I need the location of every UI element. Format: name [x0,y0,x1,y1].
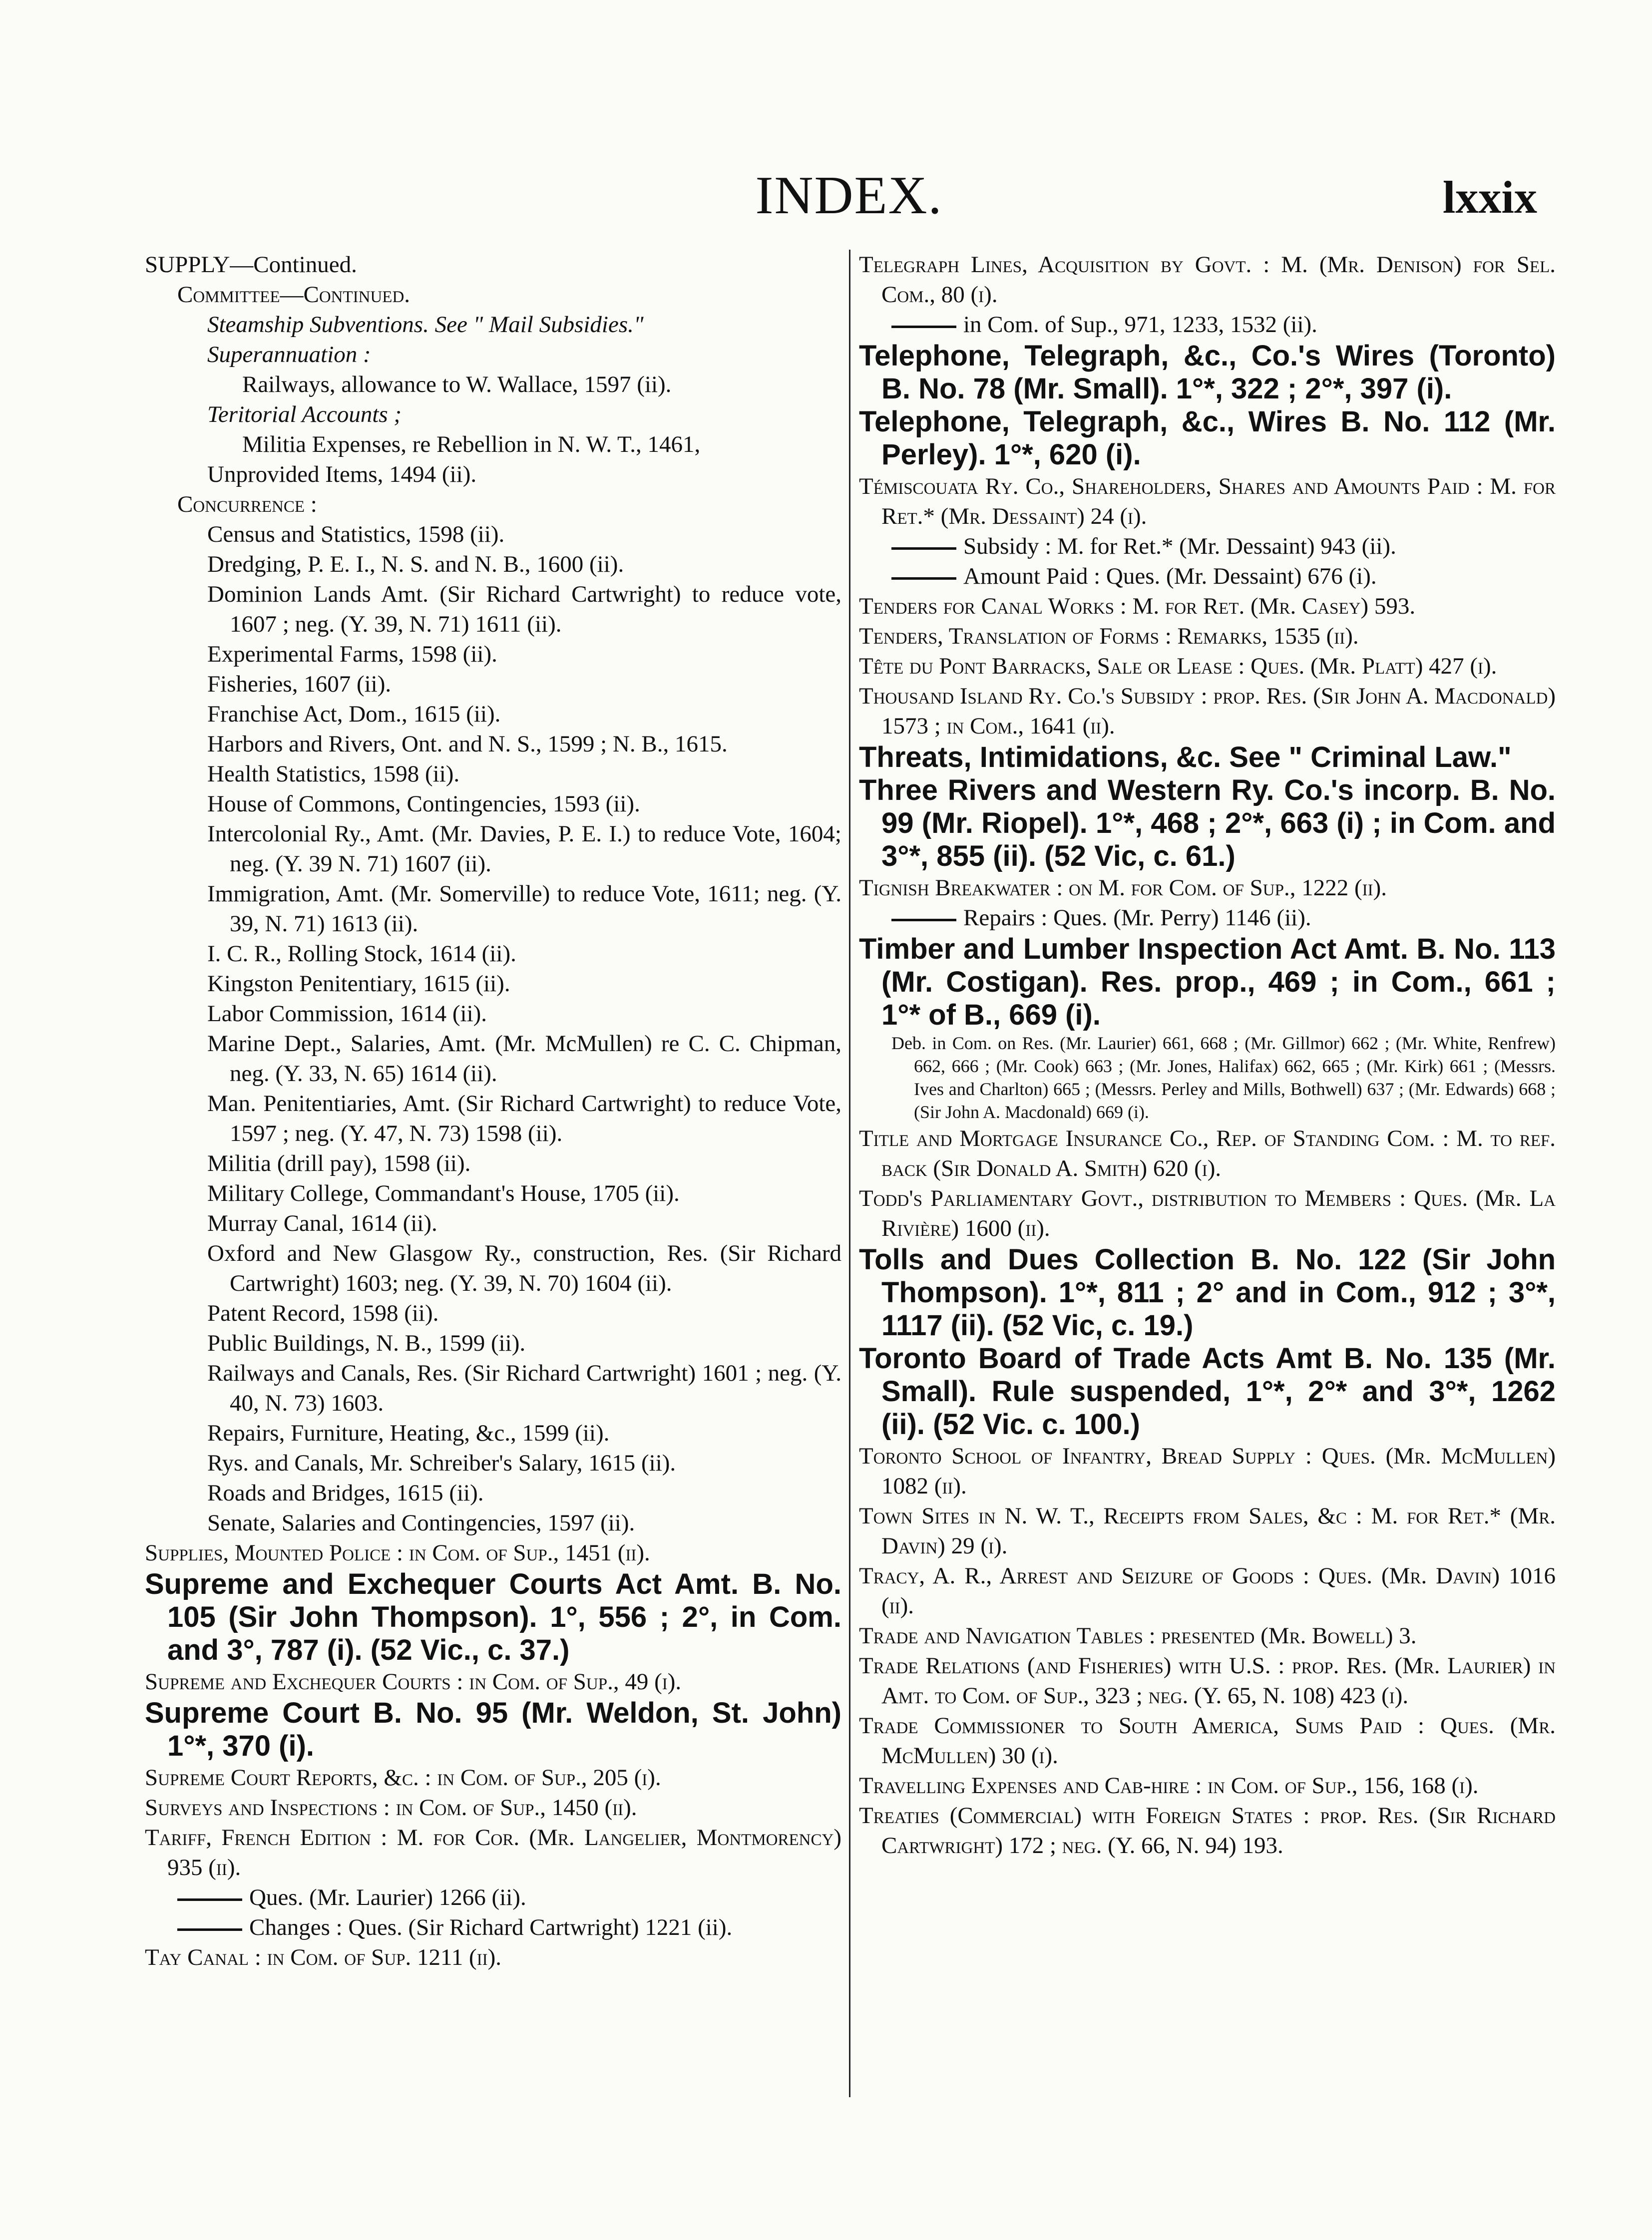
index-entry [145,1667,841,1697]
index-entry [859,1123,1556,1183]
index-entry-text: Tête du Pont Barracks, Sale or Lease : Ques. (Mr. Platt) 427 (i). [859,653,1497,679]
index-entry-text: Concurrence : [177,491,317,517]
index-entry-text: Trade and Navigation Tables : presented (Mr. Bowell) 3. [859,1623,1417,1649]
index-entry [145,1793,841,1823]
page-title: INDEX. [755,166,943,225]
index-entry-text: Steamship Subventions. See " Mail Subsidies." [207,312,644,338]
index-column-left [145,250,841,1972]
index-entry-text: Trade Commissioner to South America, Sums Paid : Ques. (Mr. McMullen) 30 (i). [859,1713,1556,1769]
index-entry-text: Unprovided Items, 1494 (ii). [207,461,477,487]
index-entry [177,1912,841,1942]
index-entry-text: Three Rivers and Western Ry. Co.'s incorp. B. No. 99 (Mr. Riopel). 1°*, 468 ; 2°*, 663 (i) ; in Com. and 3°*, 855 (ii). (52 Vic, c. 61.) [859,774,1556,872]
index-entry [145,1697,841,1763]
index-entry-text: Repairs, Furniture, Heating, &c., 1599 (ii). [207,1420,610,1446]
index-entry-text: Title and Mortgage Insurance Co., Rep. of Standing Com. : M. to ref. back (Sir Donald A. Smith) 620 (i). [859,1125,1556,1181]
index-entry-text: Témiscouata Ry. Co., Shareholders, Shares and Amounts Paid : M. for Ret.* (Mr. Dessaint) 24 (i). [859,473,1556,529]
index-entry-text: Dominion Lands Amt. (Sir Richard Cartwright) to reduce vote, 1607 ; neg. (Y. 39, N. 71) 1611 (ii). [207,581,841,637]
index-entry [859,250,1556,310]
index-entry-text: Roads and Bridges, 1615 (ii). [207,1480,484,1506]
index-entry-text: Trade Relations (and Fisheries) with U.S. : prop. Res. (Mr. Laurier) in Amt. to Com. of Sup., 323 ; neg. (Y. 65, N. 108) 423 (i). [859,1653,1556,1709]
index-entry-text: Treaties (Commercial) with Foreign States : prop. Res. (Sir Richard Cartwright) 172 ; neg. (Y. 66, N. 94) 193. [859,1803,1556,1859]
index-entry [207,519,841,549]
page-number: lxxix [1442,172,1537,223]
index-entry-text: Rys. and Canals, Mr. Schreiber's Salary, 1615 (ii). [207,1450,676,1476]
index-entry-text: I. C. R., Rolling Stock, 1614 (ii). [207,941,516,967]
index-entry [859,405,1556,471]
index-entry [859,1711,1556,1771]
index-entry-text: Superannuation : [207,342,371,368]
index-entry-text: Murray Canal, 1614 (ii). [207,1210,437,1236]
index-entry-text: Census and Statistics, 1598 (ii). [207,521,505,547]
index-entry [859,1243,1556,1342]
index-entry [207,1238,841,1298]
index-entry [859,1561,1556,1621]
index-entry-text: SUPPLY—Continued. [145,252,357,278]
index-entry [859,873,1556,903]
index-entry [859,340,1556,405]
continuation-dash [177,1928,242,1931]
index-entry-text: Supreme Court Reports, &c. : in Com. of Sup., 205 (i). [145,1765,661,1791]
index-entry [859,933,1556,1032]
index-entry [859,681,1556,741]
index-entry-text: Railways, allowance to W. Wallace, 1597 (ii). [242,372,672,397]
index-entry [145,1942,841,1972]
index-entry-text: Public Buildings, N. B., 1599 (ii). [207,1330,526,1356]
index-entry [207,1418,841,1448]
index-column-right [859,250,1556,1861]
index-entry-text: Marine Dept., Salaries, Amt. (Mr. McMullen) re C. C. Chipman, neg. (Y. 33, N. 65) 1614 (ii). [207,1031,841,1087]
index-entry-text: Todd's Parliamentary Govt., distribution to Members : Ques. (Mr. La Rivière) 1600 (ii). [859,1185,1556,1241]
index-entry-text: Threats, Intimidations, &c. See " Criminal Law." [859,741,1512,773]
index-entry-text: Committee—Continued. [177,282,411,308]
index-entry [207,549,841,579]
index-entry-text: Tariff, French Edition : M. for Cor. (Mr. Langelier, Montmorency) 935 (ii). [145,1825,841,1880]
index-entry-text: Tracy, A. R., Arrest and Seizure of Goods : Ques. (Mr. Davin) 1016 (ii). [859,1563,1556,1619]
index-entry-text: Subsidy : M. for Ret.* (Mr. Dessaint) 943 (ii). [963,533,1396,559]
index-entry [207,879,841,939]
index-entry-text: Fisheries, 1607 (ii). [207,671,392,697]
index-entry [859,741,1556,774]
continuation-dash [177,1898,242,1901]
index-entry-text: Supreme and Exchequer Courts : in Com. of Sup., 49 (i). [145,1669,682,1695]
index-entry-text: Labor Commission, 1614 (ii). [207,1001,487,1027]
index-entry [859,774,1556,873]
index-entry [207,759,841,789]
index-entry-text: Health Statistics, 1598 (ii). [207,761,460,787]
index-entry [207,1029,841,1089]
index-entry [207,1298,841,1328]
index-entry [859,621,1556,651]
index-entry [859,1771,1556,1801]
index-entry-text: Intercolonial Ry., Amt. (Mr. Davies, P. E. I.) to reduce Vote, 1604; neg. (Y. 39 N. 71) 1607 (ii). [207,821,841,877]
index-entry [207,1478,841,1508]
index-entry [145,1538,841,1568]
index-entry [859,1342,1556,1441]
index-entry [859,1651,1556,1711]
index-entry [177,489,841,519]
index-entry [207,699,841,729]
index-entry-text: Supplies, Mounted Police : in Com. of Sup., 1451 (ii). [145,1540,650,1566]
index-entry [207,1448,841,1478]
index-entry-text: Deb. in Com. on Res. (Mr. Laurier) 661, 668 ; (Mr. Gillmor) 662 ; (Mr. White, Renfrew) 662, 666 ; (Mr. Cook) 663 ; (Mr. Jones, Halifax) 662, 665 ; (Mr. Kirk) 661 ; (Messrs. Ives and Charlton) 665 ; (Messrs. Perley and Mills, Bothwell) 637 ; (Mr. Edwards) 668 ; (Sir John A. Macdonald) 669 (i). [891,1033,1556,1122]
index-entry [891,903,1556,933]
index-entry-text: Thousand Island Ry. Co.'s Subsidy : prop. Res. (Sir John A. Macdonald) 1573 ; in Com., 1641 (ii). [859,683,1556,739]
index-entry-text: Man. Penitentiaries, Amt. (Sir Richard Cartwright) to reduce Vote, 1597 ; neg. (Y. 47, N. 73) 1598 (ii). [207,1091,841,1146]
index-entry [177,1882,841,1912]
index-entry [859,1183,1556,1243]
index-entry-text: Harbors and Rivers, Ont. and N. S., 1599 ; N. B., 1615. [207,731,728,757]
index-entry-text: Telegraph Lines, Acquisition by Govt. : M. (Mr. Denison) for Sel. Com., 80 (i). [859,252,1556,308]
page-header [0,165,1652,235]
index-entry [207,999,841,1029]
column-divider [849,250,850,2097]
index-entry-text: Immigration, Amt. (Mr. Somerville) to reduce Vote, 1611; neg. (Y. 39, N. 71) 1613 (ii). [207,881,841,937]
index-entry-text: Senate, Salaries and Contingencies, 1597 (ii). [207,1510,635,1536]
index-entry-text: Supreme Court B. No. 95 (Mr. Weldon, St. John) 1°*, 370 (i). [145,1697,841,1762]
index-entry [242,370,841,399]
index-entry [207,399,841,429]
index-entry [207,669,841,699]
index-entry [859,471,1556,531]
continuation-dash [891,326,956,328]
continuation-dash [891,919,956,921]
index-entry-text: Militia (drill pay), 1598 (ii). [207,1150,471,1176]
index-entry [177,280,841,310]
index-entry-text: Tay Canal : in Com. of Sup. 1211 (ii). [145,1944,502,1970]
index-entry [891,561,1556,591]
index-entry-text: Tenders for Canal Works : M. for Ret. (Mr. Casey) 593. [859,593,1416,619]
index-entry-text: Amount Paid : Ques. (Mr. Dessaint) 676 (i). [963,563,1377,589]
index-entry-text: in Com. of Sup., 971, 1233, 1532 (ii). [963,312,1317,338]
index-entry-text: Teritorial Accounts ; [207,401,402,427]
index-entry [859,1501,1556,1561]
index-entry [207,1089,841,1148]
index-entry-text: Supreme and Exchequer Courts Act Amt. B. No. 105 (Sir John Thompson). 1°, 556 ; 2°, in Com. and 3°, 787 (i). (52 Vic., c. 37.) [145,1568,841,1666]
index-entry [145,1823,841,1882]
index-entry-text: Telephone, Telegraph, &c., Wires B. No. 112 (Mr. Perley). 1°*, 620 (i). [859,405,1556,471]
index-entry-text: Franchise Act, Dom., 1615 (ii). [207,701,501,727]
index-entry-text: Surveys and Inspections : in Com. of Sup., 1450 (ii). [145,1795,637,1821]
index-entry [207,969,841,999]
index-entry [145,1568,841,1667]
continuation-dash [891,547,956,550]
index-entry [859,591,1556,621]
index-entry-text: Timber and Lumber Inspection Act Amt. B. No. 113 (Mr. Costigan). Res. prop., 469 ; in Com., 661 ; 1°* of B., 669 (i). [859,933,1556,1031]
index-entry [891,310,1556,340]
index-entry-text: Repairs : Ques. (Mr. Perry) 1146 (ii). [963,905,1311,931]
index-entry [891,531,1556,561]
index-entry-text: Telephone, Telegraph, &c., Co.'s Wires (Toronto) B. No. 78 (Mr. Small). 1°*, 322 ; 2°*, 397 (i). [859,340,1556,405]
index-entry [207,1178,841,1208]
index-entry [207,1508,841,1538]
index-entry-text: Travelling Expenses and Cab-hire : in Com. of Sup., 156, 168 (i). [859,1773,1479,1799]
index-entry [859,1441,1556,1501]
index-entry [859,1801,1556,1861]
index-entry [891,1032,1556,1123]
index-entry-text: Militia Expenses, re Rebellion in N. W. T., 1461, [242,431,701,457]
index-entry-text: Kingston Penitentiary, 1615 (ii). [207,971,510,997]
index-entry-text: Changes : Ques. (Sir Richard Cartwright) 1221 (ii). [249,1914,733,1940]
index-entry [207,819,841,879]
index-entry-text: Railways and Canals, Res. (Sir Richard Cartwright) 1601 ; neg. (Y. 40, N. 73) 1603. [207,1360,841,1416]
index-entry [207,310,841,340]
index-entry [207,459,841,489]
index-entry-text: Experimental Farms, 1598 (ii). [207,641,497,667]
index-entry-text: Dredging, P. E. I., N. S. and N. B., 1600 (ii). [207,551,624,577]
index-entry [207,579,841,639]
index-entry-text: Tolls and Dues Collection B. No. 122 (Sir John Thompson). 1°*, 811 ; 2° and in Com., 912 ; 3°*, 1117 (ii). (52 Vic, c. 19.) [859,1243,1556,1342]
index-entry-text: Patent Record, 1598 (ii). [207,1300,439,1326]
index-entry [859,1621,1556,1651]
index-entry [207,1208,841,1238]
index-entry-text: House of Commons, Contingencies, 1593 (ii). [207,791,640,817]
index-entry-text: Tignish Breakwater : on M. for Com. of Sup., 1222 (ii). [859,875,1387,901]
index-entry-text: Ques. (Mr. Laurier) 1266 (ii). [249,1884,526,1910]
index-entry [207,340,841,370]
index-entry [207,939,841,969]
continuation-dash [891,577,956,580]
index-entry-text: Oxford and New Glasgow Ry., construction, Res. (Sir Richard Cartwright) 1603; neg. (Y. 39, N. 70) 1604 (ii). [207,1240,841,1296]
index-entry [207,729,841,759]
index-entry [207,1358,841,1418]
index-entry [207,639,841,669]
index-entry [207,1328,841,1358]
index-entry-text: Military College, Commandant's House, 1705 (ii). [207,1180,680,1206]
index-entry-text: Toronto School of Infantry, Bread Supply : Ques. (Mr. McMullen) 1082 (ii). [859,1443,1556,1499]
index-entry [207,1148,841,1178]
index-entry-text: Toronto Board of Trade Acts Amt B. No. 135 (Mr. Small). Rule suspended, 1°*, 2°* and 3°*, 1262 (ii). (52 Vic. c. 100.) [859,1342,1556,1441]
index-entry [145,250,841,280]
index-entry-text: Town Sites in N. W. T., Receipts from Sales, &c : M. for Ret.* (Mr. Davin) 29 (i). [859,1503,1556,1559]
index-entry [242,429,841,459]
index-entry-text: Tenders, Translation of Forms : Remarks, 1535 (ii). [859,623,1359,649]
index-entry [145,1763,841,1793]
index-entry [207,789,841,819]
index-entry [859,651,1556,681]
